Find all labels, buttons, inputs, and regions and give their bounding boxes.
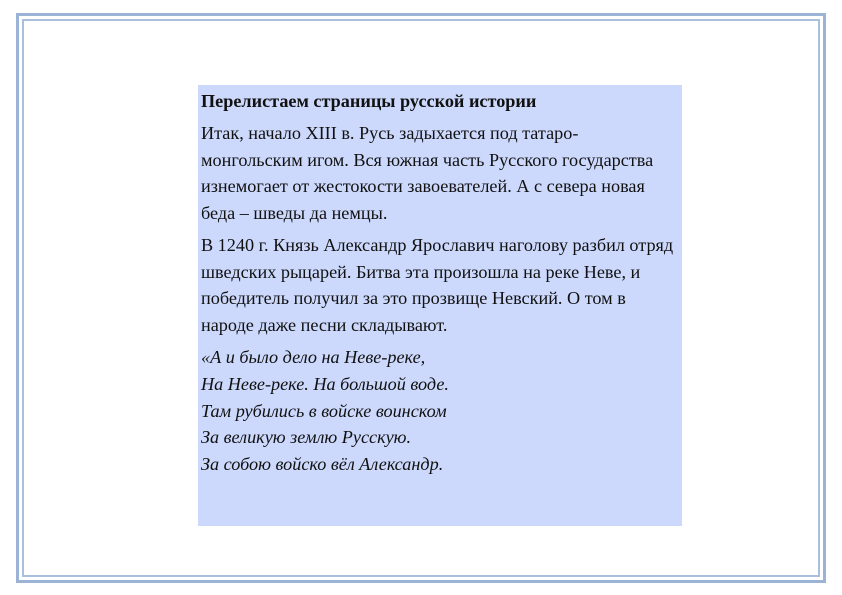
poem-line: За собою войско вёл Александр. [201,454,444,475]
poem-line: За великую землю Русскую. [201,427,412,448]
paragraph-intro: Итак, начало XIII в. Русь задыхается под татаро-монгольским игом. Вся южная часть Русского государства изнемогает от жестокости завоевателей. А с севера новая беда – шведы да немцы. [201,123,654,223]
paragraph-battle: В 1240 г. Князь Александр Ярославич наголову разбил отряд шведских рыцарей. Битва эта произошла на реке Неве, и победитель получил за это прозвище Невский. О том в народе даже песни складывают. [201,235,674,335]
poem-line: «А и было дело на Неве-реке, [201,347,426,367]
block-title: Перелистаем страницы русской истории [201,91,537,111]
poem-line: Там рубились в войске воинском [201,400,447,421]
history-text-block [198,85,682,526]
poem-quote [201,344,678,478]
poem-line: На Неве-реке. На большой воде. [201,373,449,394]
